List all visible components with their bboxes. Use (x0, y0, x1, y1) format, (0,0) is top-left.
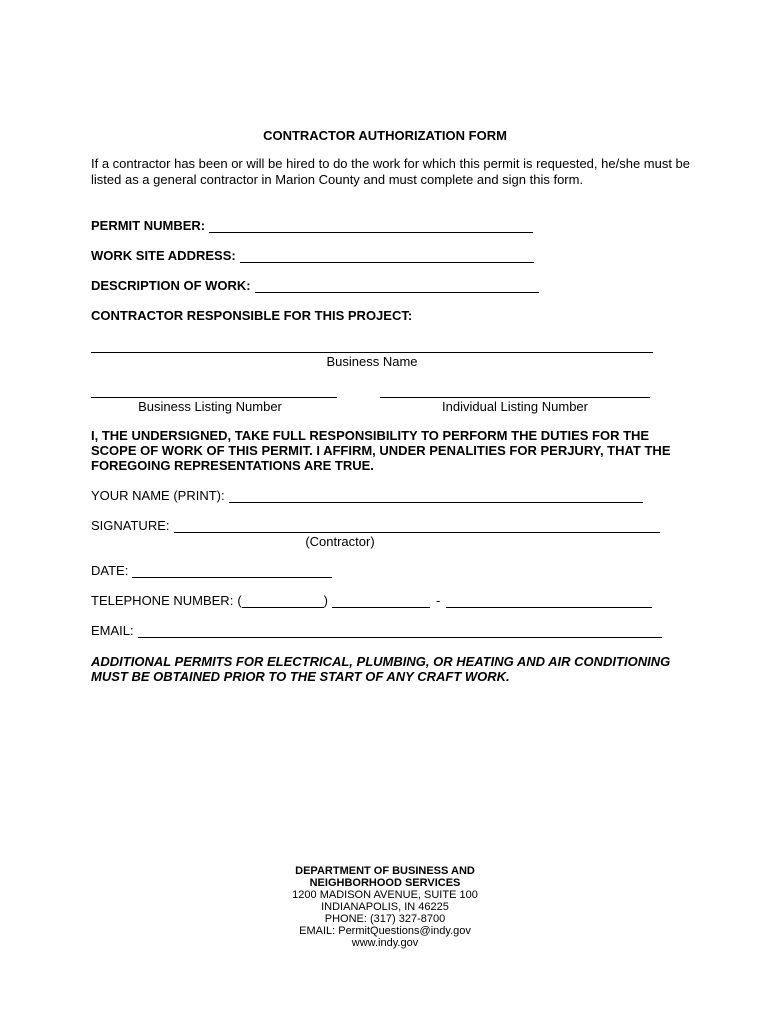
signature-row (91, 518, 660, 533)
individual-listing-number-caption: Individual Listing Number (442, 399, 588, 414)
department-name-line1: DEPARTMENT OF BUSINESS AND (295, 865, 475, 877)
intro-paragraph: If a contractor has been or will be hired to do the work for which this permit is requested, he/she must be listed as a general contractor in Marion County and must complete and sign this form. (91, 156, 691, 187)
description-of-work-row (91, 278, 539, 293)
phone-close-paren: ) (323, 593, 328, 608)
telephone-label: TELEPHONE NUMBER: (91, 593, 234, 608)
business-listing-number-field[interactable] (91, 397, 337, 398)
your-name-row (91, 488, 643, 503)
work-site-address-row (91, 248, 534, 263)
business-listing-number-caption: Business Listing Number (138, 399, 282, 414)
department-footer (0, 865, 770, 949)
permit-number-label: PERMIT NUMBER: (91, 218, 206, 233)
address-line2: INDIANAPOLIS, IN 46225 (321, 901, 449, 913)
additional-permits-notice: ADDITIONAL PERMITS FOR ELECTRICAL, PLUMBING, OR HEATING AND AIR CONDITIONING MUST BE OBTAINED PRIOR TO THE START OF ANY CRAFT WORK. (91, 654, 671, 684)
email-field[interactable] (138, 625, 662, 638)
contractor-caption: (Contractor) (305, 534, 375, 549)
permit-number-field[interactable] (209, 220, 533, 233)
date-field[interactable] (132, 565, 332, 578)
department-email: EMAIL: PermitQuestions@indy.gov (299, 925, 471, 937)
description-of-work-field[interactable] (255, 280, 539, 293)
phone-prefix-field[interactable] (332, 595, 430, 608)
date-label: DATE: (91, 563, 129, 578)
individual-listing-number-field[interactable] (380, 397, 650, 398)
address-line1: 1200 MADISON AVENUE, SUITE 100 (292, 889, 478, 901)
affirmation-statement: I, THE UNDERSIGNED, TAKE FULL RESPONSIBILITY TO PERFORM THE DUTIES FOR THE SCOPE OF WORK OF THIS PERMIT. I AFFIRM, UNDER PENALITIES FOR PERJURY, THAT THE FOREGOING REPRESENTATIONS ARE TRUE. (91, 428, 671, 473)
email-label: EMAIL: (91, 623, 134, 638)
phone-area-code-field[interactable] (242, 595, 324, 608)
phone-open-paren: ( (237, 593, 242, 608)
business-name-caption: Business Name (326, 354, 418, 369)
permit-number-row (91, 218, 533, 233)
date-row (91, 563, 332, 578)
signature-label: SIGNATURE: (91, 518, 170, 533)
work-site-address-label: WORK SITE ADDRESS: (91, 248, 236, 263)
phone-line-number-field[interactable] (446, 595, 652, 608)
description-of-work-label: DESCRIPTION OF WORK: (91, 278, 251, 293)
your-name-field[interactable] (229, 490, 643, 503)
department-phone: PHONE: (317) 327-8700 (324, 913, 446, 925)
email-row (91, 623, 662, 638)
phone-dash: - (436, 593, 441, 608)
work-site-address-field[interactable] (240, 250, 534, 263)
business-name-field[interactable] (91, 352, 653, 353)
department-website: www.indy.gov (351, 937, 419, 949)
department-name-line2: NEIGHBORHOOD SERVICES (309, 877, 461, 889)
signature-field[interactable] (174, 520, 660, 533)
your-name-label: YOUR NAME (PRINT): (91, 488, 225, 503)
form-title: CONTRACTOR AUTHORIZATION FORM (263, 128, 507, 143)
telephone-row (91, 593, 652, 608)
contractor-responsible-label: CONTRACTOR RESPONSIBLE FOR THIS PROJECT: (91, 308, 413, 323)
